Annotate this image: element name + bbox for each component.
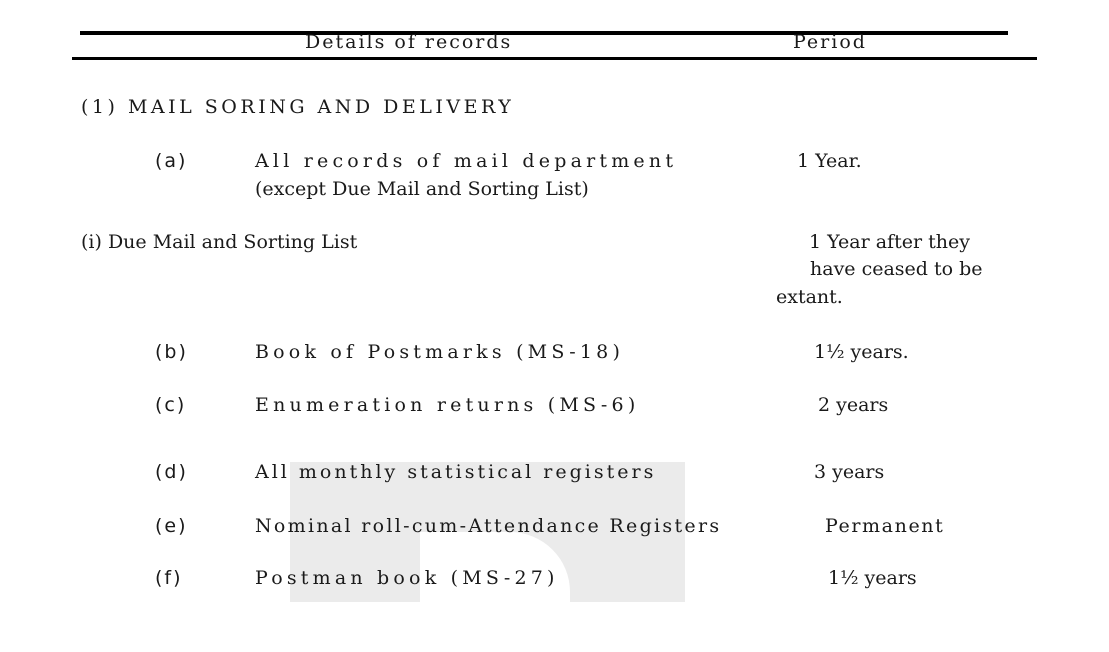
entry-i-period-line2: have ceased to be <box>810 258 983 280</box>
entry-b-period: 1½ years. <box>814 341 909 363</box>
section-heading: (1) MAIL SORING AND DELIVERY <box>81 96 515 118</box>
entry-d-period: 3 years <box>814 461 885 483</box>
entry-c-label: (c) <box>155 394 187 416</box>
entry-i-period-line3: extant. <box>776 286 843 308</box>
entry-a-period: 1 Year. <box>797 150 862 172</box>
entry-a-desc: All records of mail department <box>255 150 678 172</box>
table-header-rule <box>72 57 1037 60</box>
entry-i-period-line1: 1 Year after they <box>809 231 970 253</box>
entry-f-label: (f) <box>155 567 183 589</box>
header-period: Period <box>793 31 867 53</box>
header-details: Details of records <box>305 31 513 53</box>
entry-b-desc: Book of Postmarks (MS-18) <box>255 341 625 363</box>
entry-c-period: 2 years <box>818 394 889 416</box>
entry-f-desc: Postman book (MS-27) <box>255 567 559 589</box>
entry-e-period: Permanent <box>825 515 945 537</box>
entry-a-desc-note: (except Due Mail and Sorting List) <box>255 178 589 200</box>
entry-e-label: (e) <box>155 515 188 537</box>
entry-b-label: (b) <box>155 341 188 363</box>
entry-c-desc: Enumeration returns (MS-6) <box>255 394 640 416</box>
entry-d-desc: All monthly statistical registers <box>255 461 657 483</box>
entry-d-label: (d) <box>155 461 188 483</box>
entry-f-period: 1½ years <box>828 567 917 589</box>
entry-e-desc: Nominal roll-cum-Attendance Registers <box>255 515 722 537</box>
entry-a-label: (a) <box>155 150 188 172</box>
table-top-rule <box>80 31 1008 35</box>
entry-i-desc: (i) Due Mail and Sorting List <box>81 231 358 253</box>
